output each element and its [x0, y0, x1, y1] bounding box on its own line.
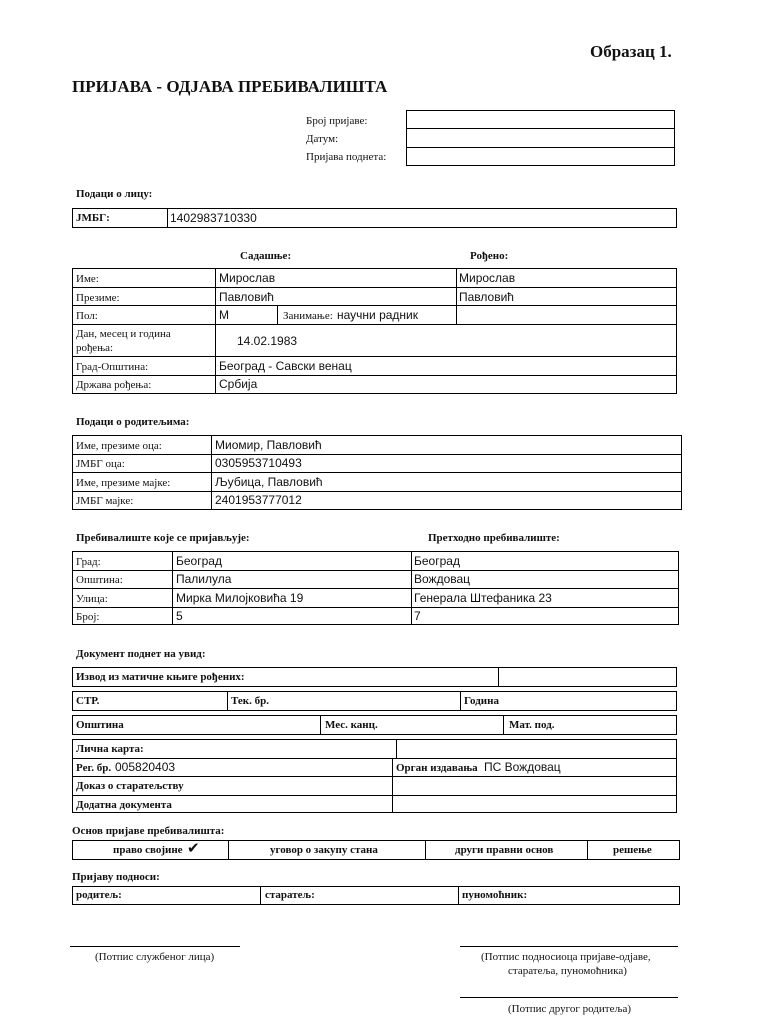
city-label: Град-Општина:: [76, 361, 149, 373]
new-city-value[interactable]: Београд: [176, 554, 222, 568]
guardianship-label: Доказ о старатељству: [76, 780, 184, 792]
submitter-section-title: Пријаву подноси:: [72, 871, 160, 883]
mat-label: Мат. под.: [509, 719, 555, 731]
basis-lease[interactable]: уговор о закупу стана: [270, 844, 378, 856]
birth-registry-label: Извод из матичне књиге рођених:: [76, 671, 245, 683]
first-name-current[interactable]: Мирослав: [219, 271, 276, 285]
str-label: СТР.: [76, 695, 100, 707]
submitter-row: [72, 886, 680, 905]
basis-ownership[interactable]: право својине: [113, 844, 183, 856]
jmbg-row: [72, 208, 677, 228]
mother-name-value[interactable]: Љубица, Павловић: [215, 475, 323, 489]
sex-label: Пол:: [76, 310, 98, 322]
submitted-label: Пријава поднета:: [306, 151, 387, 163]
new-street-value[interactable]: Мирка Милојковића 19: [176, 591, 304, 605]
doc-municipality-label: Општина: [76, 719, 124, 731]
basis-other-legal[interactable]: други правни основ: [455, 844, 554, 856]
new-residence-heading: Пребивалиште које се пријављује:: [76, 532, 250, 544]
other-parent-signature-caption: (Потпис другог родитеља): [508, 1003, 632, 1015]
city-value[interactable]: Београд - Савски венац: [219, 359, 352, 373]
form-number: Образац 1.: [590, 42, 672, 61]
reg-value[interactable]: 005820403: [115, 760, 176, 774]
residence-city-label: Град:: [76, 556, 101, 568]
country-value[interactable]: Србија: [219, 377, 258, 391]
office-label: Мес. канц.: [325, 719, 378, 731]
year-label: Година: [464, 695, 499, 707]
documents-section-title: Документ поднет на увид:: [76, 648, 206, 660]
person-section-title: Подаци о лицу:: [76, 188, 153, 200]
tek-label: Тек. бр.: [231, 695, 270, 707]
parents-section-title: Подаци о родитељима:: [76, 416, 190, 428]
applicant-signature-caption-1: (Потпис подносиоца пријаве-одјаве,: [481, 951, 651, 963]
mother-jmbg-label: ЈМБГ мајке:: [76, 495, 134, 507]
basis-decision[interactable]: решење: [613, 844, 652, 856]
current-heading: Садашње:: [240, 250, 292, 262]
occupation-value[interactable]: научни радник: [337, 308, 419, 322]
applicant-signature-line: [460, 946, 678, 947]
str-row: [72, 691, 677, 711]
mother-jmbg-value[interactable]: 2401953777012: [215, 493, 302, 507]
submitter-proxy[interactable]: пуномоћник:: [462, 889, 528, 901]
date-label: Датум:: [306, 133, 339, 145]
prev-municipality-value[interactable]: Вождовац: [414, 572, 471, 586]
dob-label-line1: Дан, месец и година: [76, 328, 171, 340]
country-label: Држава рођења:: [76, 379, 152, 391]
submitter-guardian[interactable]: старатељ:: [265, 889, 315, 901]
prev-city-value[interactable]: Београд: [414, 554, 460, 568]
residence-street-label: Улица:: [76, 593, 108, 605]
residence-number-label: Број:: [76, 611, 100, 623]
dob-value[interactable]: 14.02.1983: [237, 334, 298, 348]
last-name-current[interactable]: Павловић: [219, 290, 274, 304]
reg-label: Рег. бр.: [76, 762, 112, 774]
other-parent-signature-line: [460, 997, 678, 998]
id-card-label: Лична карта:: [76, 743, 144, 755]
father-jmbg-label: ЈМБГ оца:: [76, 458, 125, 470]
issuer-value[interactable]: ПС Вождовац: [484, 760, 561, 774]
applicant-signature-caption-2: старатеља, пуномоћника): [508, 965, 627, 977]
header-fields-box: [406, 110, 675, 166]
father-jmbg-value[interactable]: 0305953710493: [215, 456, 302, 470]
new-number-value[interactable]: 5: [176, 609, 183, 623]
mother-name-label: Име, презиме мајке:: [76, 477, 171, 489]
first-name-birth[interactable]: Мирослав: [459, 271, 516, 285]
father-name-label: Име, презиме оца:: [76, 440, 162, 452]
issuer-label: Орган издавања: [396, 762, 478, 774]
submitter-parent[interactable]: родитељ:: [76, 889, 122, 901]
previous-residence-heading: Претходно пребивалиште:: [428, 532, 560, 544]
dob-label-line2: рођења:: [76, 342, 114, 354]
first-name-label: Име:: [76, 273, 99, 285]
residence-municipality-label: Општина:: [76, 574, 123, 586]
jmbg-label: ЈМБГ:: [76, 212, 110, 224]
last-name-label: Презиме:: [76, 292, 120, 304]
official-signature-line: [70, 946, 240, 947]
official-signature-caption: (Потпис службеног лица): [95, 951, 215, 963]
application-number-label: Број пријаве:: [306, 115, 368, 127]
father-name-value[interactable]: Миомир, Павловић: [215, 438, 322, 452]
basis-section-title: Основ пријаве пребивалишта:: [72, 825, 225, 837]
last-name-birth[interactable]: Павловић: [459, 290, 514, 304]
jmbg-value[interactable]: 1402983710330: [170, 211, 257, 225]
new-municipality-value[interactable]: Палилула: [176, 572, 232, 586]
prev-street-value[interactable]: Генерала Штефаника 23: [414, 591, 552, 605]
additional-documents-label: Додатна документа: [76, 799, 172, 811]
prev-number-value[interactable]: 7: [414, 609, 421, 623]
sex-value[interactable]: М: [219, 308, 229, 322]
occupation-label: Занимање:: [283, 310, 333, 322]
checkmark-icon: ✔: [187, 840, 200, 857]
page-title: ПРИЈАВА - ОДЈАВА ПРЕБИВАЛИШТА: [72, 77, 388, 96]
birth-heading: Рођено:: [470, 250, 509, 262]
